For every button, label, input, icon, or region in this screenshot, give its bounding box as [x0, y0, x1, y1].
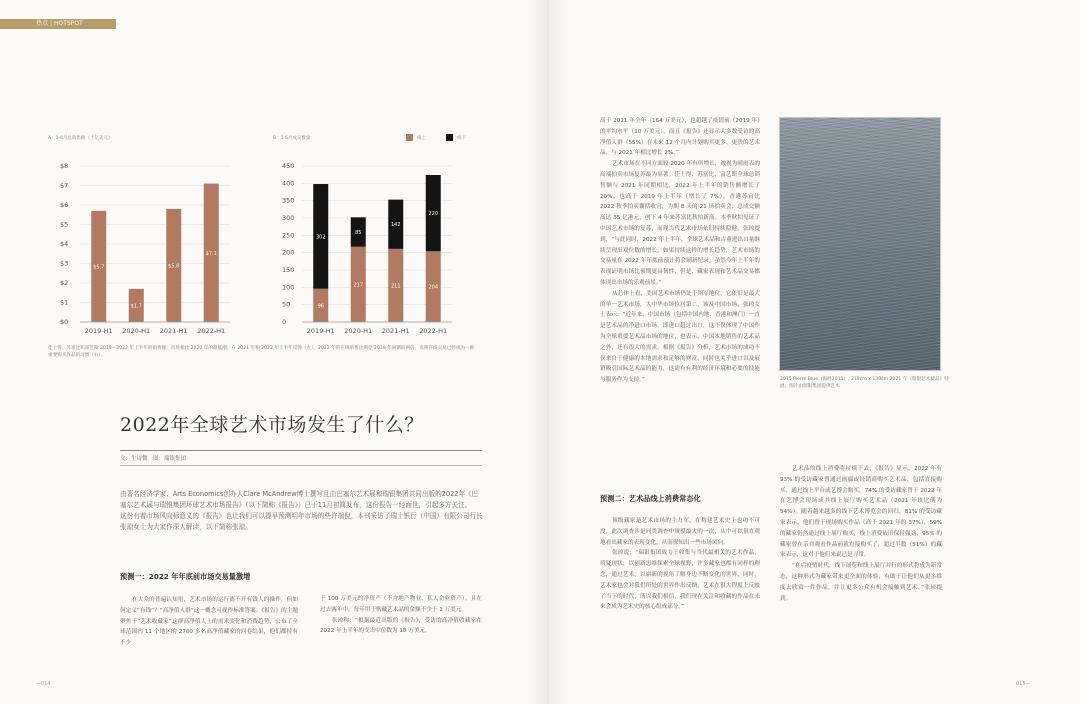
intro-paragraph: 这份有着市场风向标意义的《报告》也让我们可以提早预测明年市场的些许端倪，本刊采访了瑞士银行（中国）有限公司行长张琼女士为大家作深人解读，以下简称张琼。 [120, 512, 483, 531]
byline: 文：生诗微 图：瑞银集团 [120, 456, 187, 462]
y-tick-label: 250 [282, 231, 295, 240]
y-tick-label: 0 [282, 318, 287, 326]
body-paragraph: “在后疫情时代，线下展览和线上展厅并行的形式将成为新常态，这种形式为藏家带来更全面的体验，有助于让他们从更多维度去欣赏一件作品，并让更多公众有机会接触到艺术。”张琼提到。 [780, 563, 942, 602]
painting-image [780, 118, 940, 370]
y-tick-label: $3 [60, 259, 69, 268]
byline-rule [120, 465, 482, 466]
chart-left-title: A：1-6月总销售额（十亿美元） [48, 136, 113, 141]
bar-value-label: $1.7 [130, 303, 142, 310]
article-title: 2022年全球艺术市场发生了什么？ [120, 414, 424, 436]
ribbon-label-en: HOTSPOT [54, 20, 83, 27]
y-tick-label: $8 [60, 162, 69, 170]
y-tick-label: $1 [60, 298, 69, 307]
x-tick-label: 2022-H1 [197, 327, 226, 335]
body-column-2 [320, 594, 482, 637]
page-number-left: —014 [36, 681, 51, 687]
intro-paragraph: 由著名经济学家、Arts Economics创办人Clare McAndrew博士撰写且由巴塞尔艺术展和瑞银集团共同出版的2022年《巴塞尔艺术展与瑞银集团环球艺术市场报告》（以下简称《报告》）已于11月初简发布，这份报告一经面世，引起多方关注。 [120, 490, 479, 509]
body-column-1 [120, 595, 298, 649]
y-tick-label: $0 [60, 318, 69, 326]
body-paragraph: 从总体上看，美国艺术市场仍处于领军地位，它依旧是最大的单一艺术市场，大中华市场位居第二，该及中国市场，张琼女士表示：“近年来，中国市场（包括中国内地、香港和澳门）一直是艺术品的净进口市场，即进口超过出口，这不仅体现了中国作为全球重要艺术品市场的地位，也表示，中国本地销售的艺术品之外，还有很大的需求。根据《报告》分析，艺术市场的成功不仅来自于健康的本地需求和足够的财富，同时也关乎进口以及展销吸引国际艺术品的能力，这需有有利的经济环境和必要的技能与服务作为支持。” [600, 290, 760, 384]
y-tick-label: 350 [282, 196, 295, 205]
y-tick-label: $4 [60, 240, 69, 248]
x-tick-label: 2022-H1 [419, 327, 448, 335]
y-tick-label: $5 [60, 220, 69, 229]
subheading-prediction-2: 预测二：艺术品线上消费常态化 [600, 494, 701, 503]
y-tick-label: $7 [60, 181, 69, 190]
chart-sales-value [40, 160, 240, 340]
article-intro [120, 489, 483, 533]
body-paragraph: 于 100 万美元的净资产（不含地产物业、私人企业资产）。且在过去两年中，每年用于购藏艺术品的金额不少于 1 万美元。 [320, 596, 482, 613]
y-tick-label: 300 [282, 214, 295, 222]
body-paragraph: 在大众的普遍认知里，艺术市场的运行离不开有钱人的操作，但如何定义“有钱”？“高净值人群”这一概念可视作标准答案。《报告》的主题聚焦于“艺术收藏家”这群高净值人士的需求变化和消费趋势，公布了全球范围内 11 个地区的 2700 多名高净值藏家的问卷结果，他们都持有不少 [120, 597, 298, 647]
x-tick-label: 2020-H1 [344, 327, 373, 335]
section-ribbon: 热点 | HOTSPOT [0, 19, 116, 29]
x-tick-label: 2021-H1 [381, 327, 410, 335]
ribbon-label-cn: 热点 [36, 20, 49, 27]
bar-value-label: 96 [317, 303, 324, 310]
body-column-4 [780, 464, 942, 604]
y-tick-label: $6 [60, 201, 69, 209]
y-tick-label: 150 [282, 266, 295, 274]
subheading-prediction-1: 预测一：2022 年年底前市场交易量激增 [120, 572, 251, 581]
x-tick-label: 2021-H1 [159, 327, 188, 335]
bar-value-label: 220 [428, 211, 439, 218]
x-tick-label: 2019-H1 [306, 327, 335, 335]
y-tick-label: 100 [282, 283, 295, 292]
legend-swatch-online [406, 134, 413, 141]
bar-value-label: $5.7 [93, 264, 105, 271]
legend-swatch-offline [446, 134, 453, 141]
bar-value-label: 142 [390, 222, 401, 229]
bar-value-label: 217 [353, 282, 364, 289]
chart-right-title: B：1-6月成交数量 [273, 136, 311, 141]
bar-value-label: 211 [390, 283, 401, 290]
chart-legend [406, 134, 466, 141]
body-paragraph: 张琼说：“瑞银集团致力于收集与当代最相关的艺术作品，质疑现状，以创新思维探索全球视野，许多藏家也都有同样的理念，通过艺术，以崭新的视角了解身边不断变化的世界，同时，艺术家也会对我们所处的世界作出反馈，艺术在很大程度上反映了当下的时代，所以我们相信，我们现在关注和收藏的作品在未来会成为艺术史的核心组成部分。” [600, 550, 760, 611]
y-tick-label: $2 [60, 279, 69, 287]
body-paragraph: 艺术品的线上消费将持续下去，《报告》显示，2022 年有 93% 的受访藏家曾通过画廊或经销商购买艺术品，包括直接购买、通过线上平台或艺博会购买，74% 的受访藏家曾于 2022 年在艺博会现场或其线上展厅购买艺术品（2021 年该比例为 54%）。随着越来越多的线下艺术博览会的回归，81% 的受访藏家表示，他们曾于现场购买作品（高于 2021 年的 37%），59% 的藏家仍然通过线上展厅购买，线上消费依旧保持强劲，95% 的藏家曾在亲自观看作品前就直接购买了，超过半数（51%）的藏家表示，这对于他们来说已是寻常。 [780, 466, 942, 559]
body-column-3-bottom [600, 516, 760, 613]
painting-caption: 2015 Pierre Blue（海经2015）, 219cm x 139cm 2021 年《瑞银艺术藏品》特展，图片由瑞银集团提供艺术 [780, 377, 949, 389]
x-tick-label: 2019-H1 [84, 327, 113, 335]
body-paragraph: 艺术市场在不同方面较 2020 年有所增长，被视为晴雨表的高端拍卖市场复苏最为显著。佳士得、苏富比、富艺斯全球总销售额与 2021 年同期相比，2022 年上半年的销售额增长了 20%，也高于 2019 年上半年（增长了 7%）。香港苏富比 2022 秋季拍卖囊括收官，为期 8 天的 21 场拍卖会，总成交额高达 35 亿港元，创下 4 年来苏富比秋拍新高。本季秋拍见证了中国艺术市场的复苏，而现当代艺术市场依旧持续稳健。张琼提到，“与此同时，2022 年上半年，全球艺术品和古董进出口量继续呈现出双位数的增长，如果持续这样的增长趋势，艺术市场的交易量在 2022 年年底前预计将会刷新纪录。虽然今年上半年的表现证明市场比预期更具韧性，但是，藏家表现和艺术品交易都体现出市场的乐观前景。” [600, 161, 760, 286]
body-column-3 [600, 116, 760, 386]
x-tick-label: 2020-H1 [122, 327, 151, 335]
body-paragraph: 顶级藏家是艺术市场的主力军，在构建艺术史上也功不可没，此次调查涉是同类调查中规模最大的一次，从中可以很直观地看出藏家的表现变化，从而探知出一些市场风向。 [600, 518, 760, 546]
bar-value-label: $7.1 [205, 250, 217, 257]
body-paragraph: 高于 2021 年全年（164 万美元），也超越了疫情前（2019 年）的平均水平（10 万美元）。而且《报告》还显示大多数受访的高净值人群（55%）在未来 12 个月内计划购买更多、更贵的艺术品，与 2021 年相比增长 2%。” [600, 118, 760, 157]
y-tick-label: 50 [282, 300, 291, 309]
title-rule [120, 450, 482, 451]
page-gutter [528, 0, 568, 704]
bar-value-label: 204 [428, 284, 439, 291]
bar-value-label: $5.8 [168, 263, 180, 270]
y-tick-label: 450 [282, 162, 295, 170]
chart-transaction-count [262, 160, 462, 340]
legend-label-offline: 线下 [457, 135, 466, 141]
body-paragraph: 张琼称：“根据最近出版的《报告》，受访的高净值收藏家在 2022 年上半年的支出中位数为 18 万美元， [320, 617, 482, 635]
y-tick-label: 200 [282, 248, 295, 257]
bar-value-label: 85 [355, 230, 362, 237]
bar-value-label: 302 [315, 234, 326, 241]
legend-label-online: 线上 [417, 135, 426, 141]
y-tick-label: 400 [282, 179, 295, 188]
figure-caption: 佳士得、苏富比和富艺斯 2019—2022 年上半年的销售额：市场相比 2020 年的最低潮，在 2021 年和 2022 年上半年反弹（左）。2022 年的在线销售比例是 2019 年同期的两倍，说明在线交易已经成为一种重要购买作品的习惯（右）。 [48, 346, 475, 358]
page-number-right: 015— [1016, 681, 1031, 687]
